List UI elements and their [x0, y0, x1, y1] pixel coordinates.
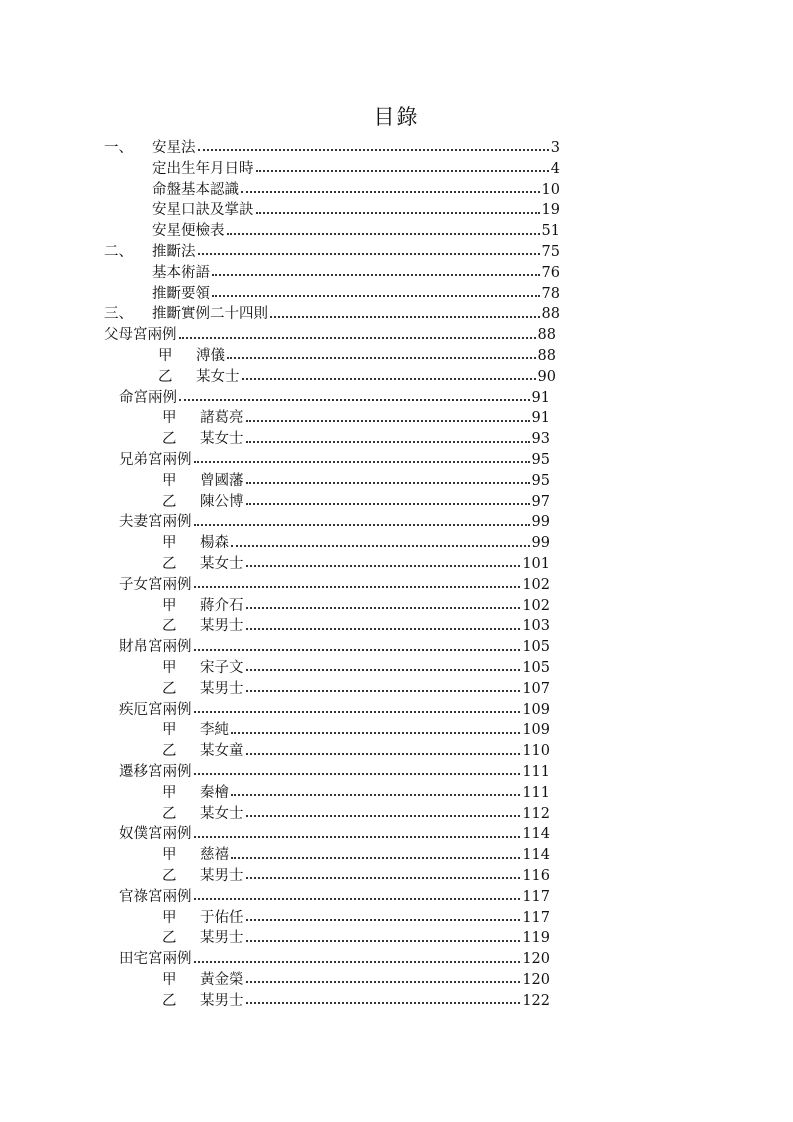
toc-entry[interactable]	[162, 554, 550, 575]
dot-leader	[246, 607, 521, 609]
entry-marker: 乙	[162, 431, 177, 448]
toc-entry-page: 4	[550, 160, 560, 177]
toc-entry[interactable]	[104, 325, 556, 346]
dot-leader	[270, 316, 540, 318]
toc-entry[interactable]	[104, 138, 560, 159]
toc-entry-page: 75	[541, 244, 560, 260]
toc-entry-page: 111	[522, 764, 550, 780]
toc-entry-label: 命盤基本認識	[152, 181, 239, 198]
toc-entry[interactable]	[162, 741, 550, 762]
toc-entry-label: 官祿宮兩例	[119, 888, 192, 905]
toc-entry[interactable]	[152, 263, 560, 284]
toc-entry-page: 90	[537, 368, 556, 385]
toc-entry-page: 122	[522, 992, 550, 1009]
toc-entry-label: 某男士	[200, 680, 244, 697]
toc-entry[interactable]	[162, 679, 550, 700]
toc-entry-page: 109	[522, 701, 550, 718]
entry-marker: 甲	[162, 597, 177, 614]
dot-leader	[246, 753, 521, 755]
toc-entry-label: 推斷實例二十四則	[152, 306, 268, 323]
dot-leader	[194, 961, 521, 963]
toc-entry[interactable]	[162, 429, 550, 450]
toc-entry-label: 某男士	[200, 868, 244, 884]
toc-entry-page: 109	[522, 722, 550, 739]
dot-leader	[179, 399, 530, 401]
toc-entry-label: 曾國藩	[200, 472, 244, 489]
toc-entry[interactable]	[162, 866, 550, 887]
toc-entry[interactable]	[119, 575, 550, 596]
toc-entry[interactable]	[119, 887, 550, 908]
dot-leader	[246, 877, 521, 879]
dot-leader	[246, 420, 530, 422]
toc-entry-label: 兄弟宮兩例	[119, 452, 192, 468]
toc-entry[interactable]	[119, 512, 550, 533]
entry-marker: 甲	[162, 535, 177, 552]
dot-leader	[246, 565, 521, 567]
entry-marker: 甲	[162, 410, 177, 427]
toc-entry-page: 116	[522, 868, 550, 884]
dot-leader	[246, 1002, 521, 1004]
toc-entry-page: 88	[537, 348, 556, 364]
toc-entry-label: 安星便檢表	[152, 223, 225, 240]
toc-entry-page: 114	[522, 826, 550, 843]
entry-marker: 甲	[162, 472, 177, 489]
toc-entry-page: 119	[522, 930, 550, 947]
toc-entry-page: 99	[531, 514, 550, 531]
section-number: 一、	[104, 140, 133, 156]
entry-marker: 乙	[158, 368, 173, 385]
toc-entry-label: 宋子文	[200, 660, 244, 676]
dot-leader	[194, 711, 521, 713]
toc-entry-label: 遷移宮兩例	[119, 764, 192, 780]
dot-leader	[231, 545, 530, 547]
toc-entry-label: 某女士	[200, 431, 244, 448]
toc-entry-label: 夫妻宮兩例	[119, 514, 192, 531]
entry-marker: 乙	[162, 805, 177, 822]
dot-leader	[212, 295, 540, 297]
toc-entry-label: 某女士	[200, 805, 244, 822]
toc-entry[interactable]	[119, 700, 550, 721]
toc-entry-page: 102	[522, 597, 550, 614]
toc-entry[interactable]	[104, 304, 560, 325]
entry-marker: 甲	[162, 722, 177, 739]
toc-entry-label: 某女士	[196, 368, 240, 385]
toc-entry-page: 78	[541, 285, 560, 302]
dot-leader	[246, 940, 521, 942]
toc-entry-label: 諸葛亮	[200, 410, 244, 427]
toc-entry-page: 19	[541, 202, 560, 219]
entry-marker: 甲	[162, 972, 177, 988]
toc-entry[interactable]	[119, 388, 550, 409]
dot-leader	[246, 690, 521, 692]
entry-marker: 乙	[162, 618, 177, 635]
toc-entry-label: 定出生年月日時	[152, 160, 254, 177]
toc-entry-label: 陳公博	[200, 493, 244, 510]
page-title: 目錄	[373, 105, 420, 129]
dot-leader	[246, 628, 521, 630]
toc-entry-page: 93	[531, 431, 550, 448]
dot-leader	[231, 857, 520, 859]
toc-entry[interactable]	[162, 720, 550, 741]
dot-leader	[256, 170, 549, 172]
toc-entry-label: 溥儀	[196, 348, 225, 364]
toc-entry-page: 76	[541, 264, 560, 281]
entry-marker: 乙	[162, 992, 177, 1009]
entry-marker: 乙	[162, 680, 177, 697]
toc-entry-page: 10	[541, 181, 560, 198]
entry-marker: 甲	[158, 348, 173, 364]
toc-entry-page: 102	[522, 576, 550, 593]
dot-leader	[198, 253, 540, 255]
toc-entry-page: 99	[531, 535, 550, 552]
toc-entry-label: 基本術語	[152, 264, 210, 281]
toc-entry-label: 某男士	[200, 992, 244, 1009]
toc-entry-label: 父母宮兩例	[104, 327, 177, 344]
toc-entry-label: 楊森	[200, 535, 229, 552]
toc-entry-page: 117	[522, 888, 550, 905]
toc-entry-page: 107	[522, 680, 550, 697]
toc-entry-label: 李純	[200, 722, 229, 739]
toc-entry[interactable]	[162, 783, 550, 804]
toc-entry-page: 88	[541, 306, 560, 323]
entry-marker: 乙	[162, 556, 177, 572]
toc-entry[interactable]	[119, 949, 550, 970]
dot-leader	[241, 191, 540, 193]
toc-entry[interactable]	[162, 928, 550, 949]
toc-entry-page: 101	[522, 556, 550, 572]
dot-leader	[194, 836, 521, 838]
toc-entry[interactable]	[162, 471, 550, 492]
toc-entry-label: 某女童	[200, 743, 244, 760]
toc-entry-page: 110	[522, 743, 550, 760]
dot-leader	[194, 586, 521, 588]
toc-entry-label: 慈禧	[200, 847, 229, 864]
toc-entry[interactable]	[119, 762, 550, 783]
section-number: 二、	[104, 244, 133, 260]
toc-entry-label: 蔣介石	[200, 597, 244, 614]
dot-leader	[194, 898, 521, 900]
toc-entry[interactable]	[162, 845, 550, 866]
dot-leader	[194, 773, 521, 775]
toc-entry-page: 103	[522, 618, 550, 635]
toc-entry-page: 112	[522, 805, 550, 822]
toc-entry-page: 120	[522, 972, 550, 988]
toc-entry-label: 安星口訣及掌訣	[152, 202, 254, 219]
dot-leader	[179, 337, 536, 339]
toc-entry[interactable]	[152, 159, 560, 180]
dot-leader	[246, 919, 521, 921]
toc-entry-page: 105	[522, 639, 550, 656]
toc-entry[interactable]	[162, 970, 550, 991]
entry-marker: 乙	[162, 930, 177, 947]
entry-marker: 甲	[162, 909, 177, 926]
toc-entry-label: 田宅宮兩例	[119, 951, 192, 968]
toc-entry[interactable]	[162, 596, 550, 617]
toc-entry-label: 財帛宮兩例	[119, 639, 192, 656]
dot-leader	[256, 212, 540, 214]
toc-entry-page: 88	[537, 327, 556, 344]
dot-leader	[227, 233, 540, 235]
entry-marker: 乙	[162, 743, 177, 760]
toc-entry-label: 某女士	[200, 556, 244, 572]
dot-leader	[194, 524, 530, 526]
toc-entry-page: 91	[531, 410, 550, 427]
toc-entry-page: 117	[522, 909, 550, 926]
toc-entry[interactable]	[162, 616, 550, 637]
dot-leader	[246, 503, 530, 505]
toc-entry[interactable]	[162, 408, 550, 429]
dot-leader	[231, 794, 520, 796]
dot-leader	[246, 482, 530, 484]
dot-leader	[246, 669, 521, 671]
toc-entry-label: 黃金榮	[200, 972, 244, 988]
toc-entry-label: 于佑任	[200, 909, 244, 926]
toc-entry[interactable]	[162, 492, 550, 513]
toc-entry-page: 120	[522, 951, 550, 968]
toc-entry[interactable]	[162, 658, 550, 679]
dot-leader	[246, 441, 530, 443]
dot-leader	[246, 815, 521, 817]
toc-entry[interactable]	[158, 346, 556, 367]
entry-marker: 乙	[162, 868, 177, 884]
dot-leader	[246, 981, 521, 983]
toc-entry-page: 3	[550, 140, 560, 156]
entry-marker: 乙	[162, 493, 177, 510]
toc-entry-page: 114	[522, 847, 550, 864]
toc-entry-label: 命宮兩例	[119, 389, 177, 406]
entry-marker: 甲	[162, 784, 177, 801]
toc-entry-page: 95	[531, 472, 550, 489]
toc-entry[interactable]	[152, 180, 560, 201]
dot-leader	[231, 732, 520, 734]
dot-leader	[212, 274, 540, 276]
toc-entry[interactable]	[162, 533, 550, 554]
toc-entry-label: 某男士	[200, 618, 244, 635]
toc-entry-label: 推斷要領	[152, 285, 210, 302]
toc-entry-label: 疾厄宮兩例	[119, 701, 192, 718]
toc-entry[interactable]	[152, 284, 560, 305]
toc-entry-page: 111	[522, 784, 550, 801]
toc-entry-page: 105	[522, 660, 550, 676]
dot-leader	[227, 357, 536, 359]
toc-entry-label: 某男士	[200, 930, 244, 947]
dot-leader	[194, 461, 530, 463]
toc-entry-label: 秦檜	[200, 784, 229, 801]
toc-entry-label: 推斷法	[152, 244, 196, 260]
toc-entry[interactable]	[162, 991, 550, 1012]
toc-entry[interactable]	[119, 450, 550, 471]
toc-entry[interactable]	[162, 908, 550, 929]
toc-entry[interactable]	[104, 242, 560, 263]
dot-leader	[198, 149, 549, 151]
toc-entry[interactable]	[119, 637, 550, 658]
toc-entry[interactable]	[119, 824, 550, 845]
toc-entry-label: 安星法	[152, 140, 196, 156]
toc-entry-label: 奴僕宮兩例	[119, 826, 192, 843]
entry-marker: 甲	[162, 660, 177, 676]
entry-marker: 甲	[162, 847, 177, 864]
toc-entry[interactable]	[152, 200, 560, 221]
toc-entry-page: 91	[531, 389, 550, 406]
toc-entry-page: 51	[541, 223, 560, 240]
dot-leader	[194, 649, 521, 651]
toc-entry[interactable]	[158, 367, 556, 388]
toc-entry[interactable]	[152, 221, 560, 242]
section-number: 三、	[104, 306, 133, 323]
toc-entry[interactable]	[162, 804, 550, 825]
toc-entry-page: 95	[531, 452, 550, 468]
toc-entry-page: 97	[531, 493, 550, 510]
dot-leader	[242, 378, 536, 380]
toc-entry-label: 子女宮兩例	[119, 576, 192, 593]
